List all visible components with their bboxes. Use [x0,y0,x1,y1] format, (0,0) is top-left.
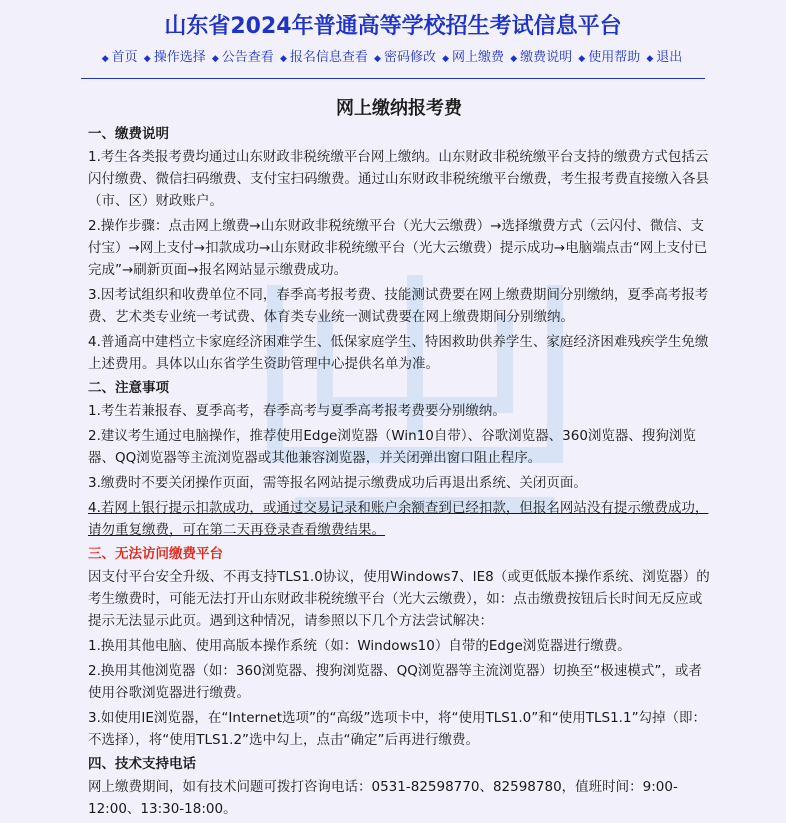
section-heading-access-issue: 三、无法访问缴费平台 [88,546,223,562]
nav-bullet-icon: ◆ [211,54,219,64]
nav-bullet-icon: ◆ [279,54,287,64]
paragraph: 2.建议考生通过电脑操作，推荐使用Edge浏览器（Win10自带）、谷歌浏览器、360浏览器、搜狗浏览器、QQ浏览器等主流浏览器或其他兼容浏览器，并关闭弹出窗口阻止程序。 [88,428,696,466]
nav-bullet-icon: ◆ [646,54,654,64]
nav-bullet-icon: ◆ [578,54,586,64]
section-heading-support: 四、技术支持电话 [88,756,196,772]
nav-bullet-icon: ◆ [510,54,518,64]
paragraph: 4.普通高中建档立卡家庭经济困难学生、低保家庭学生、特困救助供养学生、家庭经济困难残疾学生免缴上述费用。具体以山东省学生资助管理中心提供名单为准。 [88,334,709,372]
section-heading-notes: 二、注意事项 [88,380,169,396]
paragraph: 3.缴费时不要关闭操作页面，需等报名网站提示缴费成功后再退出系统、关闭页面。 [88,475,587,491]
header-divider [81,78,705,79]
nav-bullet-icon: ◆ [101,54,109,64]
nav-link-registration-info[interactable]: 报名信息查看 [289,50,368,65]
paragraph: 2.换用其他浏览器（如：360浏览器、搜狗浏览器、QQ浏览器等主流浏览器）切换至“极速模式”，或者使用谷歌浏览器进行缴费。 [88,663,702,701]
top-nav [0,48,786,68]
nav-bullet-icon: ◆ [143,54,151,64]
paragraph: 2.操作步骤：点击网上缴费→山东财政非税统缴平台（光大云缴费）→选择缴费方式（云闪付、微信、支付宝）→网上支付→扣款成功→山东财政非税统缴平台（光大云缴费）提示成功→电脑端点击“网上支付已完成”→刷新页面→报名网站显示缴费成功。 [88,218,708,278]
paragraph-underlined: 4.若网上银行提示扣款成功，或通过交易记录和账户余额查到已经扣款，但报名网站没有提示缴费成功，请勿重复缴费，可在第二天再登录查看缴费结果。 [88,500,709,538]
paragraph: 1.考生各类报考费均通过山东财政非税统缴平台网上缴纳。山东财政非税统缴平台支持的缴费方式包括云闪付缴费、微信扫码缴费、支付宝扫码缴费。通过山东财政非税统缴平台缴费，考生报考费直接缴入各县（市、区）财政账户。 [88,149,709,209]
nav-link-change-password[interactable]: 密码修改 [383,50,436,65]
paragraph-support-phone: 网上缴费期间，如有技术问题可拨打咨询电话：0531-82598770、82598780，值班时间：9:00-12:00、13:30-18:00。 [88,779,678,817]
nav-bullet-icon: ◆ [374,54,381,64]
main-content [88,96,710,823]
page-title: 网上缴纳报考费 [336,98,462,119]
paragraph: 因支付平台安全升级、不再支持TLS1.0协议，使用Windows7、IE8（或更低版本操作系统、浏览器）的考生缴费时，可能无法打开山东财政非税统缴平台（光大云缴费），如：点击缴费按钮后长时间无反应或提示无法显示此页。遇到这种情况，请参照以下几个方法尝试解决： [88,569,710,629]
nav-link-logout[interactable]: 退出 [656,50,683,65]
paragraph: 1.换用其他电脑、使用高版本操作系统（如：Windows10）自带的Edge浏览器进行缴费。 [88,638,631,654]
site-title: 山东省2024年普通高等学校招生考试信息平台 [164,14,622,39]
paragraph: 3.如使用IE浏览器，在“Internet选项”的“高级”选项卡中，将“使用TLS1.0”和“使用TLS1.1”勾掉（即：不选择），将“使用TLS1.2”选中勾上，点击“确定”后再进行缴费。 [88,710,707,748]
nav-link-payment-guide[interactable]: 缴费说明 [520,50,573,65]
nav-link-online-payment[interactable]: 网上缴费 [452,50,505,65]
nav-bullet-icon: ◆ [442,54,450,64]
nav-link-help[interactable]: 使用帮助 [588,50,641,65]
section-heading-payment-info: 一、缴费说明 [88,126,169,142]
paragraph: 1.考生若兼报春、夏季高考，春季高考与夏季高考报考费要分别缴纳。 [88,403,506,419]
nav-link-home[interactable]: 首页 [111,50,138,65]
paragraph: 3.因考试组织和收费单位不同，春季高考报考费、技能测试费要在网上缴费期间分别缴纳，夏季高考报考费、艺术类专业统一考试费、体育类专业统一测试费要在网上缴费期间分别缴纳。 [88,287,709,325]
nav-link-announcements[interactable]: 公告查看 [221,50,274,65]
nav-link-operation[interactable]: 操作选择 [153,50,206,65]
